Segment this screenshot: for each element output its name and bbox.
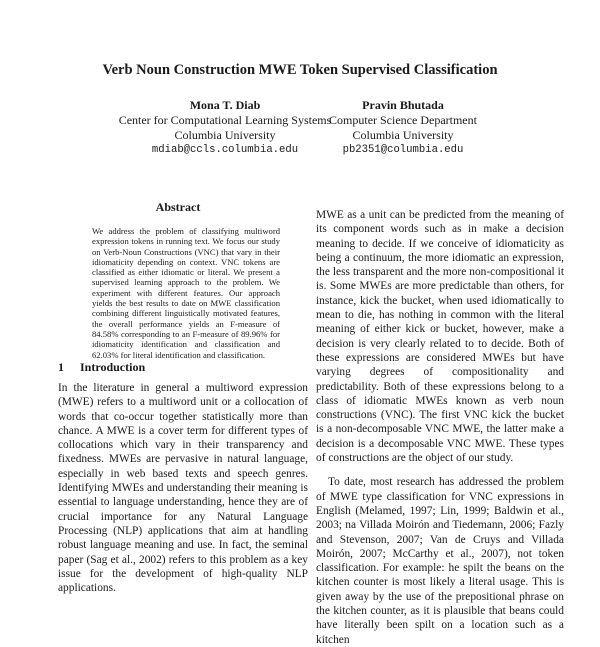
author-institution: Columbia University (174, 128, 276, 142)
author-email: pb2351@columbia.edu (342, 144, 464, 156)
author-name: Mona T. Diab (189, 98, 261, 112)
right-column (316, 208, 564, 647)
author-block-diab (115, 98, 335, 158)
section-number: 1 (58, 360, 64, 374)
paper-title: Verb Noun Construction MWE Token Supervised Classification (102, 62, 498, 78)
author-email: mdiab@ccls.columbia.edu (151, 144, 299, 156)
section-heading-introduction (58, 360, 145, 375)
right-paragraph-1: MWE as a unit can be predicted from the meaning of its component words such as in make a decision meaning to decide. If we conceive of idiomaticity as being a continuum, the more idiomatic an expression, the less transparent and the more non-compositional it is. Some MWEs are more predictable than others, for instance, kick the bucket, when used idiomatically to mean to die, has nothing in common with the literal meaning of either kick or bucket, however, make a decision is very clearly related to to decide. Both of these expressions are considered MWEs but have varying degrees of compositionality and predictability. Both of these expressions belong to a class of idiomatic MWEs known as verb noun constructions (VNC). The first VNC kick the bucket is a non-decomposable VNC MWE, the latter make a decision is a decomposable VNC MWE. These types of constructions are the object of our study. (316, 209, 564, 465)
author-name: Pravin Bhutada (362, 98, 444, 112)
author-institution: Columbia University (352, 128, 454, 142)
right-paragraph-2: To date, most research has addressed the problem of MWE type classification for VNC expressions in English (Melamed, 1997; Lin, 1999; Baldwin et al., 2003; na Villada Moirón and Tiedemann, 2006; Fazly and Stevenson, 2007; Van de Cruys and Villada Moirón, 2007; McCarthy et al., 2007), not token classification. For example: he spilt the beans on the kitchen counter is most likely a literal usage. This is given away by the use of the prepositional phrase on the kitchen counter, as it is plausible that beans could have literally been spilt on a location such as a kitchen (316, 476, 564, 646)
abstract-text: We address the problem of classifying multiword expression tokens in running text. We focus our study on Verb-Noun Constructions (VNC) that vary in their idiomaticity depending on context. VNC tokens are classified as either idiomatic or literal. We present a supervised learning approach to the problem. We experiment with different features. Our approach yields the best results to date on MWE classification combining different linguistically motivated features, the overall performance yields an F-measure of 84.58% corresponding to an F-measure of 89.96% for idiomaticity identification and classification and 62.03% for literal identification and classification. (92, 226, 280, 360)
intro-paragraph-left: In the literature in general a multiword expression (MWE) refers to a multiword unit or a collocation of words that co-occur together statistically more than chance. A MWE is a cover term for different types of collocations which vary in their transparency and fixedness. MWEs are pervasive in natural language, especially in web based texts and speech genres. Identifying MWEs and understanding their meaning is essential to language understanding, hence they are of crucial importance for any Natural Language Processing (NLP) applications that aim at handling robust language meaning and use. In fact, the seminal paper (Sag et al., 2002) refers to this problem as a key issue for the development of high-quality NLP applications. (58, 382, 308, 595)
author-affiliation: Center for Computational Learning Systems (118, 113, 332, 127)
author-affiliation: Computer Science Department (329, 113, 477, 127)
author-block-bhutada (318, 98, 488, 158)
abstract-heading: Abstract (155, 200, 201, 214)
section-title: Introduction (80, 360, 146, 374)
